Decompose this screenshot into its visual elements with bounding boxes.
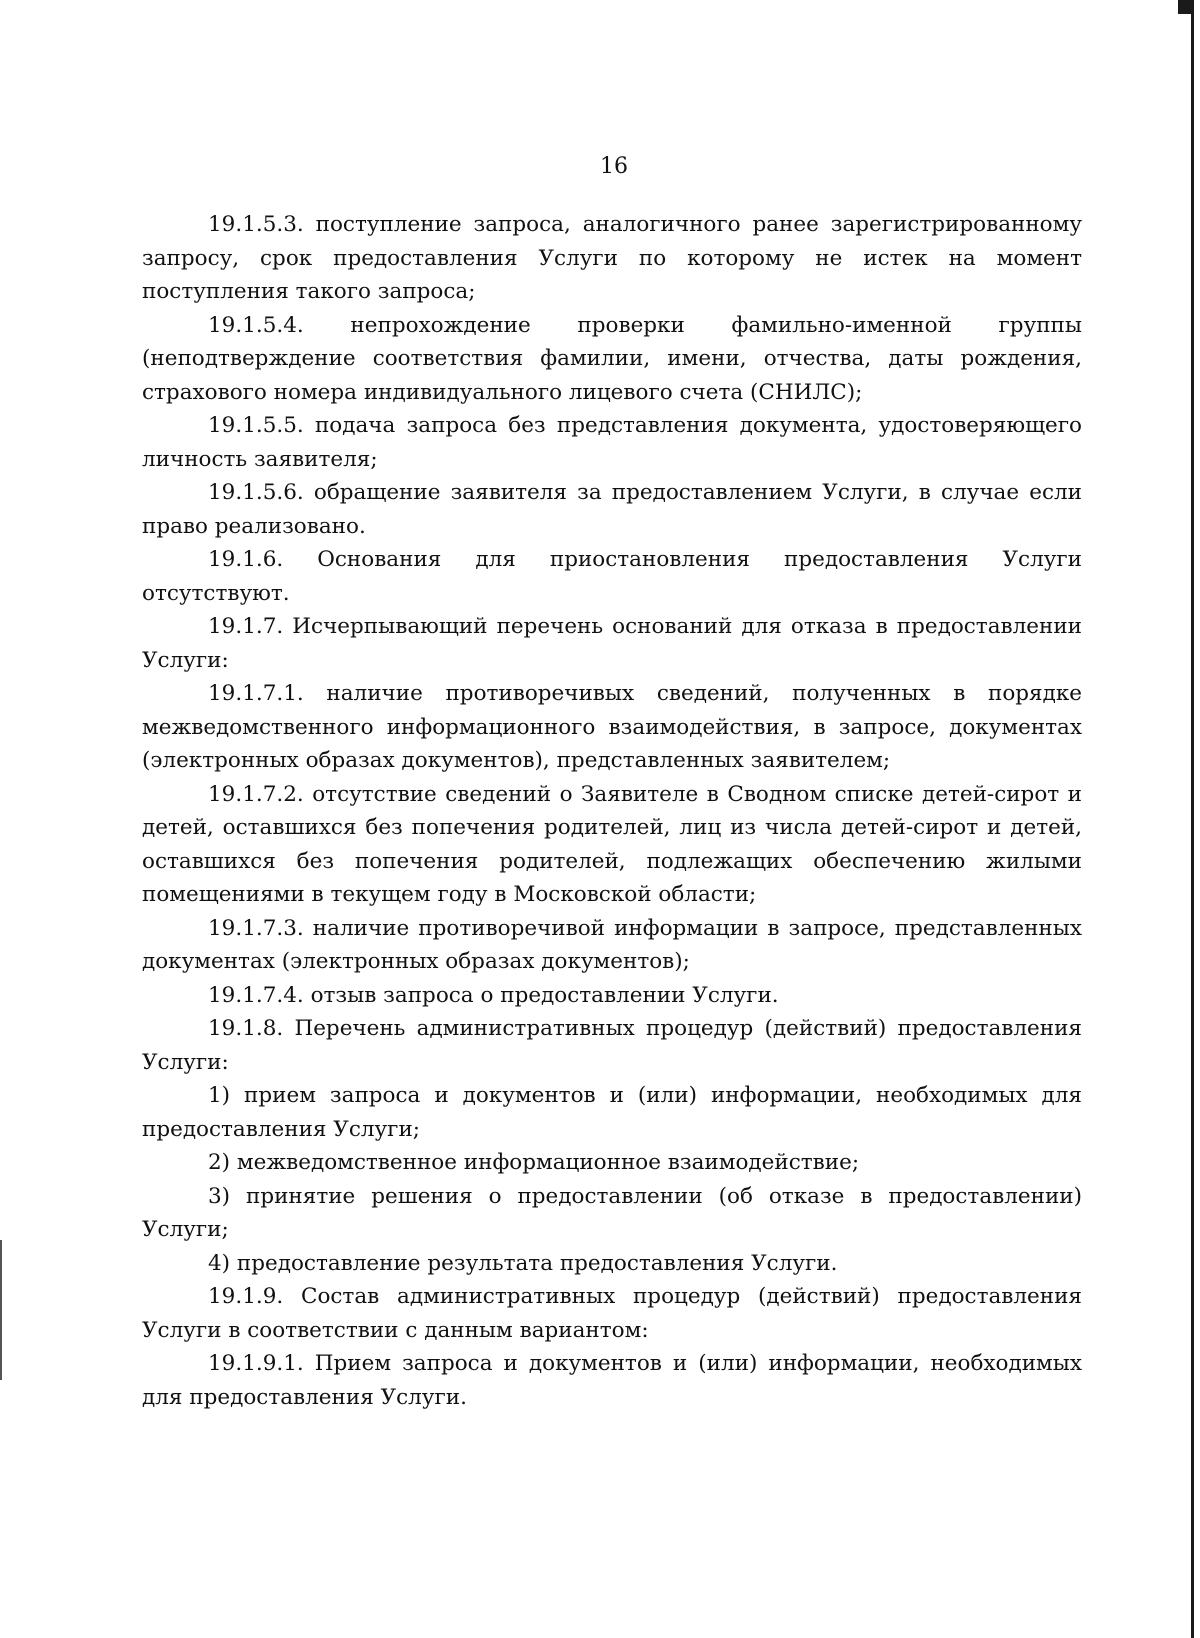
paragraph-19-1-5-6: 19.1.5.6. обращение заявителя за предоставлением Услуги, в случае если право реализовано. [142,480,1082,539]
list-item-3: 3) принятие решения о предоставлении (об отказе в предоставлении) Услуги; [142,1183,1082,1242]
list-item-4: 4) предоставление результата предоставления Услуги. [208,1250,838,1276]
list-item-2: 2) межведомственное информационное взаимодействие; [208,1150,860,1175]
list-item-1: 1) прием запроса и документов и (или) информации, необходимых для предоставления Услуги; [142,1083,1082,1142]
paragraph-19-1-7: 19.1.7. Исчерпывающий перечень оснований для отказа в предоставлении Услуги: [142,614,1082,673]
paragraph-19-1-5-5: 19.1.5.5. подача запроса без представления документа, удостоверяющего личность заявителя; [142,413,1082,472]
paragraph-19-1-7-3: 19.1.7.3. наличие противоречивой информации в запросе, представленных документах (электронных образах документов); [142,915,1082,974]
paragraph-19-1-6: 19.1.6. Основания для приостановления предоставления Услуги отсутствуют. [142,547,1082,606]
paragraph-19-1-5-3: 19.1.5.3. поступление запроса, аналогичного ранее зарегистрированному запросу, срок предоставления Услуги по которому не истек на момент поступления такого запроса; [142,212,1082,304]
document-body [142,208,1082,1414]
paragraph-19-1-9: 19.1.9. Состав административных процедур (действий) предоставления Услуги в соответствии с данным вариантом: [142,1284,1082,1343]
paragraph-19-1-7-4: 19.1.7.4. отзыв запроса о предоставлении Услуги. [208,982,779,1008]
paragraph-19-1-7-1: 19.1.7.1. наличие противоречивых сведений, полученных в порядке межведомственного информационного взаимодействия, в запросе, документах (электронных образах документов), представленных заявителем; [142,681,1082,773]
paragraph-19-1-9-1: 19.1.9.1. Прием запроса и документов и (или) информации, необходимых для предоставления Услуги. [142,1351,1082,1410]
scan-border-left [0,1240,2,1380]
page-number: 16 [600,154,628,179]
paragraph-19-1-7-2: 19.1.7.2. отсутствие сведений о Заявителе в Сводном списке детей-сирот и детей, оставшихся без попечения родителей, лиц из числа детей-сирот и детей, оставшихся без попечения родителей, подлежащих обеспечению жилыми помещениями в текущем году в Московской области; [142,781,1082,907]
scan-border-right [1191,0,1194,1638]
paragraph-19-1-5-4: 19.1.5.4. непрохождение проверки фамильно-именной группы (неподтверждение соответствия фамилии, имени, отчества, даты рождения, страхового номера индивидуального лицевого счета (СНИЛС); [142,312,1082,405]
paragraph-19-1-8: 19.1.8. Перечень административных процедур (действий) предоставления Услуги: [142,1016,1082,1075]
